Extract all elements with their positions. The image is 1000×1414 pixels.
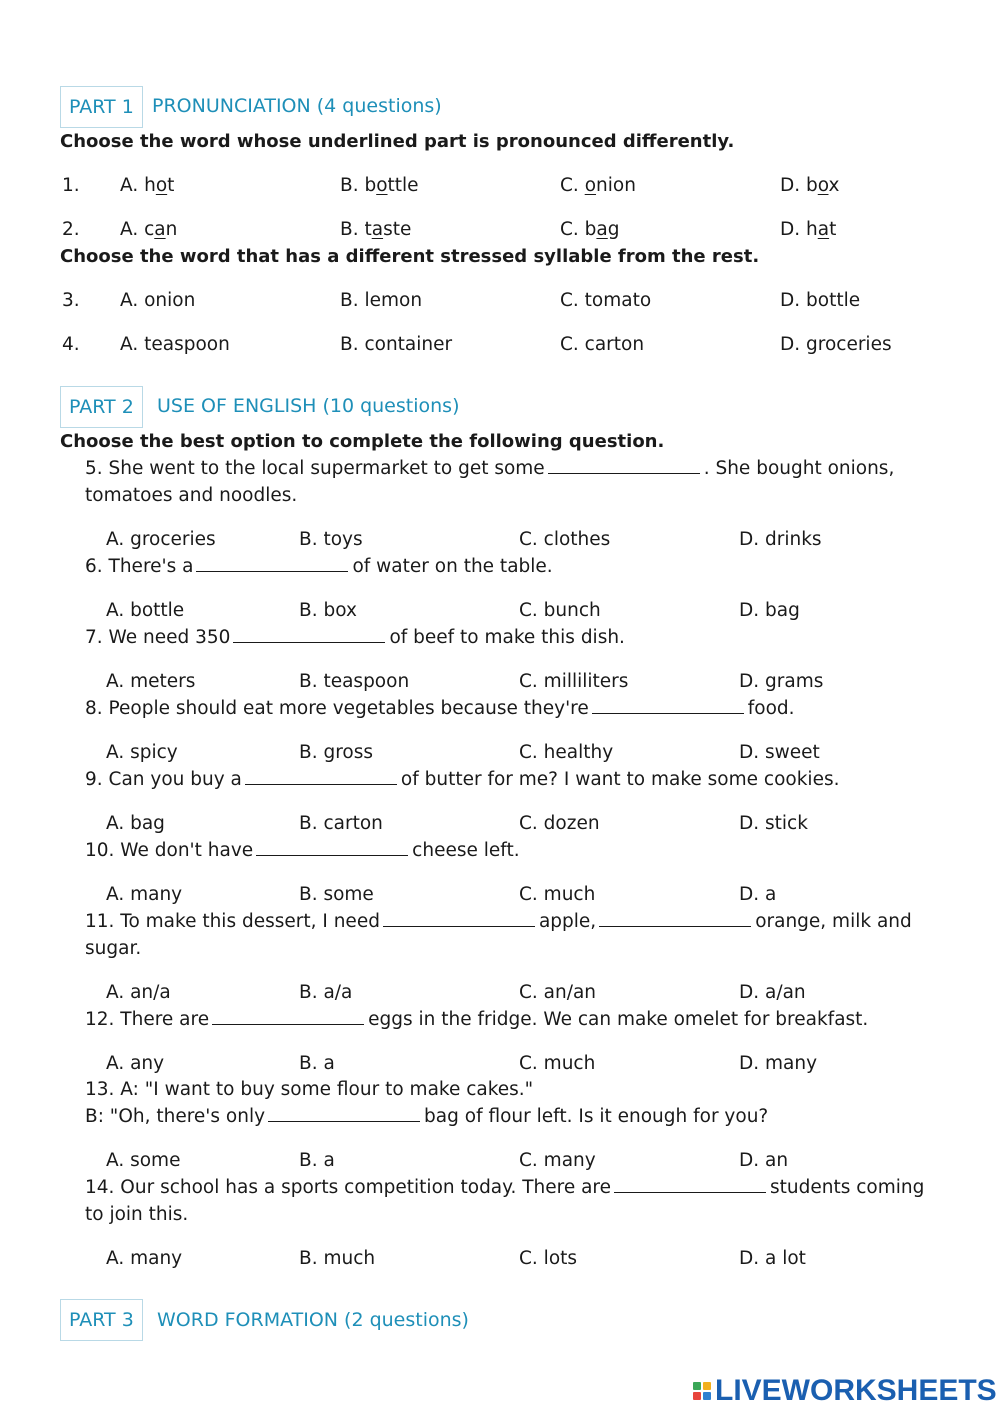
q6-option-c[interactable]: C. bunch xyxy=(519,600,601,621)
logo-text: LIVEWORKSHEETS xyxy=(715,1374,997,1407)
q6-option-b[interactable]: B. box xyxy=(299,600,357,621)
option-d[interactable]: D. bottle xyxy=(780,290,861,311)
part3-label-box xyxy=(60,1299,143,1341)
part2-label: PART 2 xyxy=(69,396,134,418)
q5-option-d[interactable]: D. drinks xyxy=(739,529,822,550)
question-number: 4. xyxy=(62,334,80,355)
option-b[interactable]: B. container xyxy=(340,334,453,355)
q14-option-b[interactable]: B. much xyxy=(299,1248,376,1269)
question-9-text: 9. Can you buy a of butter for me? I want to make some cookies. xyxy=(85,769,840,790)
q13-option-d[interactable]: D. an xyxy=(739,1150,789,1171)
question-12-text: 12. There are eggs in the fridge. We can make omelet for breakfast. xyxy=(85,1009,869,1030)
q13-option-c[interactable]: C. many xyxy=(519,1150,596,1171)
logo-square-icon xyxy=(693,1392,701,1400)
part1-label-box xyxy=(60,86,143,128)
liveworksheets-logo xyxy=(693,1374,997,1408)
answer-blank[interactable] xyxy=(245,770,397,785)
q8-option-c[interactable]: C. healthy xyxy=(519,742,614,763)
logo-square-icon xyxy=(703,1392,711,1400)
part1-label: PART 1 xyxy=(69,96,134,118)
option-a[interactable]: A. hot xyxy=(120,175,175,196)
q8-option-b[interactable]: B. gross xyxy=(299,742,373,763)
option-c[interactable]: C. onion xyxy=(560,175,636,196)
q12-option-d[interactable]: D. many xyxy=(739,1053,818,1074)
q12-option-a[interactable]: A. any xyxy=(106,1053,165,1074)
q8-option-a[interactable]: A. spicy xyxy=(106,742,178,763)
q8-option-d[interactable]: D. sweet xyxy=(739,742,820,763)
question-number: 2. xyxy=(62,219,80,240)
q11-option-d[interactable]: D. a/an xyxy=(739,982,806,1003)
answer-blank[interactable] xyxy=(233,628,385,643)
logo-square-icon xyxy=(693,1382,701,1390)
answer-blank[interactable] xyxy=(212,1010,364,1025)
q6-option-a[interactable]: A. bottle xyxy=(106,600,185,621)
q14-option-c[interactable]: C. lots xyxy=(519,1248,578,1269)
part2-title: USE OF ENGLISH (10 questions) xyxy=(157,395,460,417)
question-13-text: 13. A: "I want to buy some flour to make cakes." xyxy=(85,1079,534,1100)
part2-label-box xyxy=(60,386,143,428)
q9-option-c[interactable]: C. dozen xyxy=(519,813,600,834)
q11-option-a[interactable]: A. an/a xyxy=(106,982,171,1003)
part3-title: WORD FORMATION (2 questions) xyxy=(157,1309,469,1331)
question-11-text: 11. To make this dessert, I need apple, orange, milk and xyxy=(85,911,912,932)
option-c[interactable]: C. bag xyxy=(560,219,620,240)
question-7-text: 7. We need 350 of beef to make this dish. xyxy=(85,627,625,648)
q13-option-a[interactable]: A. some xyxy=(106,1150,181,1171)
option-a[interactable]: A. teaspoon xyxy=(120,334,230,355)
q12-option-c[interactable]: C. much xyxy=(519,1053,596,1074)
question-8-text: 8. People should eat more vegetables because they're food. xyxy=(85,698,795,719)
q14-option-a[interactable]: A. many xyxy=(106,1248,183,1269)
part2-instruction: Choose the best option to complete the following question. xyxy=(60,431,665,452)
question-14-text-line2: to join this. xyxy=(85,1204,189,1225)
option-d[interactable]: D. box xyxy=(780,175,840,196)
question-14-text: 14. Our school has a sports competition today. There are students coming xyxy=(85,1177,925,1198)
answer-blank[interactable] xyxy=(256,841,408,856)
answer-blank[interactable] xyxy=(592,699,744,714)
q9-option-a[interactable]: A. bag xyxy=(106,813,165,834)
q5-option-b[interactable]: B. toys xyxy=(299,529,363,550)
part1-instruction-2: Choose the word that has a different stressed syllable from the rest. xyxy=(60,246,760,267)
part1-instruction-1: Choose the word whose underlined part is pronounced differently. xyxy=(60,131,735,152)
q7-option-b[interactable]: B. teaspoon xyxy=(299,671,410,692)
option-a[interactable]: A. onion xyxy=(120,290,196,311)
question-5-text: 5. She went to the local supermarket to get some . She bought onions, xyxy=(85,458,895,479)
question-6-text: 6. There's a of water on the table. xyxy=(85,556,553,577)
answer-blank[interactable] xyxy=(268,1107,420,1122)
answer-blank[interactable] xyxy=(599,912,751,927)
q10-option-a[interactable]: A. many xyxy=(106,884,183,905)
question-13-text-line2: B: "Oh, there's only bag of flour left. Is it enough for you? xyxy=(85,1106,769,1127)
q6-option-d[interactable]: D. bag xyxy=(739,600,800,621)
q5-option-c[interactable]: C. clothes xyxy=(519,529,611,550)
q7-option-c[interactable]: C. milliliters xyxy=(519,671,629,692)
q9-option-d[interactable]: D. stick xyxy=(739,813,808,834)
q5-option-a[interactable]: A. groceries xyxy=(106,529,216,550)
question-5-text-line2: tomatoes and noodles. xyxy=(85,485,298,506)
q10-option-d[interactable]: D. a xyxy=(739,884,777,905)
answer-blank[interactable] xyxy=(196,557,348,572)
answer-blank[interactable] xyxy=(614,1178,766,1193)
q11-option-c[interactable]: C. an/an xyxy=(519,982,597,1003)
option-b[interactable]: B. bottle xyxy=(340,175,419,196)
q7-option-a[interactable]: A. meters xyxy=(106,671,196,692)
option-b[interactable]: B. taste xyxy=(340,219,412,240)
logo-square-icon xyxy=(703,1382,711,1390)
q14-option-d[interactable]: D. a lot xyxy=(739,1248,806,1269)
q9-option-b[interactable]: B. carton xyxy=(299,813,383,834)
logo-grid-icon xyxy=(693,1382,711,1400)
answer-blank[interactable] xyxy=(383,912,535,927)
part3-label: PART 3 xyxy=(69,1309,134,1331)
q13-option-b[interactable]: B. a xyxy=(299,1150,335,1171)
option-d[interactable]: D. groceries xyxy=(780,334,892,355)
option-d[interactable]: D. hat xyxy=(780,219,837,240)
option-b[interactable]: B. lemon xyxy=(340,290,423,311)
q7-option-d[interactable]: D. grams xyxy=(739,671,824,692)
option-c[interactable]: C. tomato xyxy=(560,290,652,311)
option-c[interactable]: C. carton xyxy=(560,334,645,355)
q10-option-c[interactable]: C. much xyxy=(519,884,596,905)
answer-blank[interactable] xyxy=(548,459,700,474)
q10-option-b[interactable]: B. some xyxy=(299,884,374,905)
question-number: 1. xyxy=(62,175,80,196)
question-number: 3. xyxy=(62,290,80,311)
option-a[interactable]: A. can xyxy=(120,219,178,240)
q12-option-b[interactable]: B. a xyxy=(299,1053,335,1074)
part1-title: PRONUNCIATION (4 questions) xyxy=(152,95,442,117)
question-11-text-line2: sugar. xyxy=(85,938,142,959)
question-10-text: 10. We don't have cheese left. xyxy=(85,840,520,861)
q11-option-b[interactable]: B. a/a xyxy=(299,982,353,1003)
